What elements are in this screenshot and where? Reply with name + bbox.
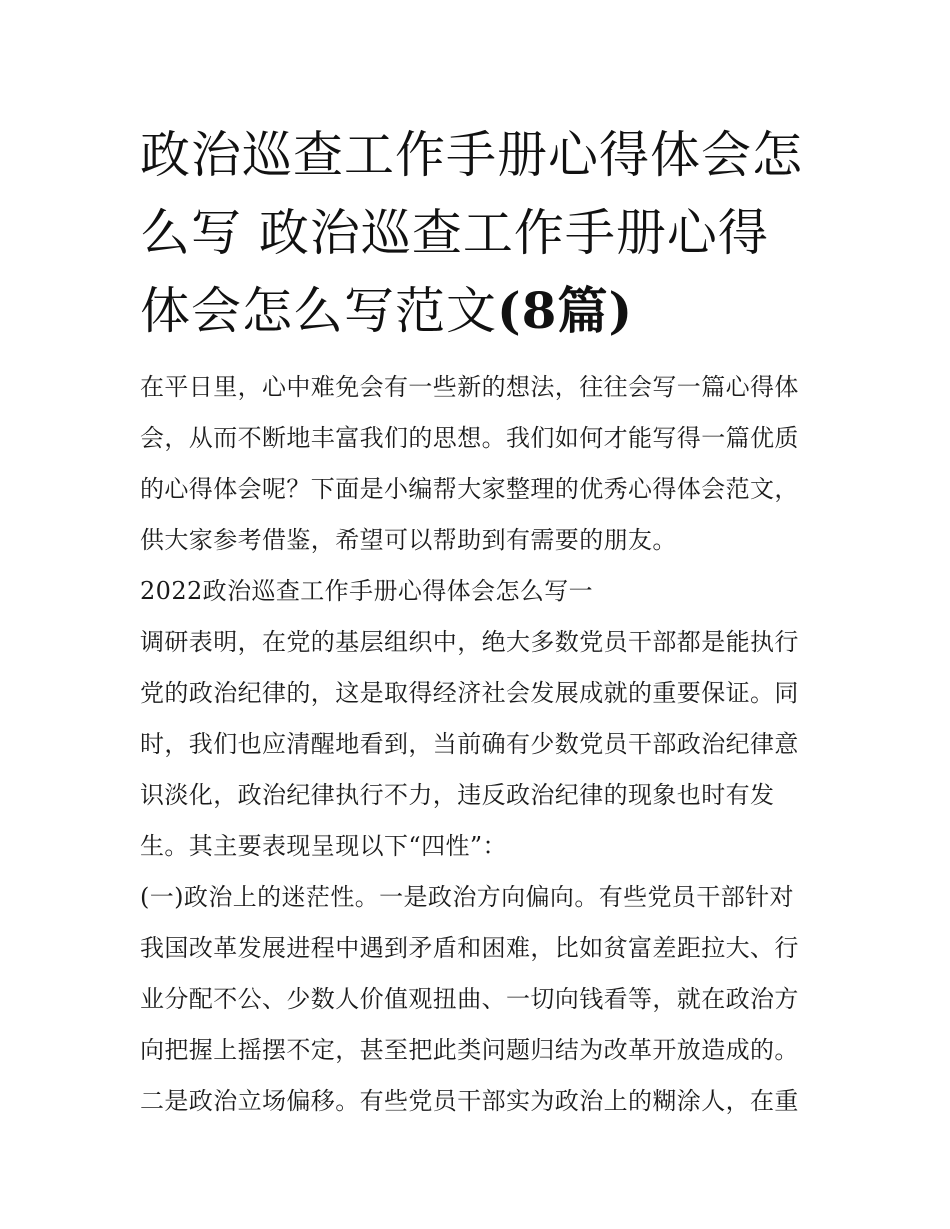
section-heading: 2022政治巡查工作手册心得体会怎么写一	[140, 577, 594, 605]
intro-paragraph: 在平日里，心中难免会有一些新的想法，往往会写一篇心得体会，从而不断地丰富我们的思想。我们如何才能写得一篇优质的心得体会呢？下面是小编帮大家整理的优秀心得体会范文，供大家参考借鉴，希望可以帮助到有需要的朋友。	[140, 373, 799, 554]
title-suffix-text: (8篇)	[497, 281, 634, 340]
body-paragraph: (一)政治上的迷茫性。一是政治方向偏向。有些党员干部针对我国改革发展进程中遇到矛盾和困难，比如贫富差距拉大、行业分配不公、少数人价值观扭曲、一切向钱看等，就在政治方向把握上摇摆不定，甚至把此类问题归结为改革开放造成的。二是政治立场偏移。有些党员干部实为政治上的糊涂人，在重	[140, 883, 799, 1115]
title-main-text: 政治巡查工作手册心得体会怎么写 政治巡查工作手册心得体会怎么写范文	[140, 126, 803, 340]
body-paragraph: 调研表明，在党的基层组织中，绝大多数党员干部都是能执行党的政治纪律的，这是取得经济社会发展成就的重要保证。同时，我们也应清醒地看到，当前确有少数党员干部政治纪律意识淡化，政治纪律执行不力，违反政治纪律的现象也时有发生。其主要表现呈现以下“四性”：	[140, 628, 799, 860]
document-content	[140, 116, 812, 1127]
document-title	[140, 116, 812, 350]
